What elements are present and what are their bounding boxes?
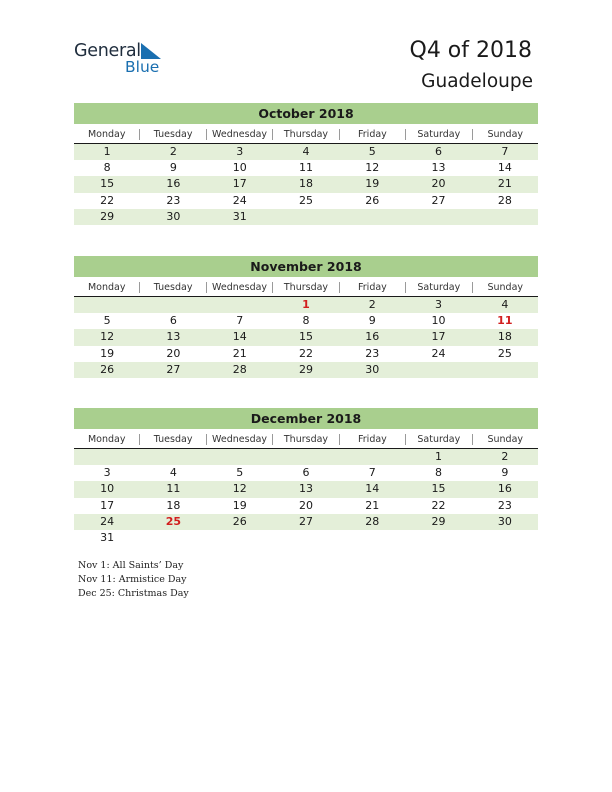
day-cell: 9	[501, 466, 509, 480]
day-cell: 23	[365, 346, 380, 360]
day-cell: 14	[497, 161, 512, 175]
day-cell: 21	[232, 346, 247, 360]
day-cell: 28	[497, 193, 512, 207]
day-cell: 31	[100, 530, 115, 544]
weekday-label: Monday	[87, 129, 126, 140]
day-cell: 18	[166, 498, 181, 512]
day-cell: 16	[497, 482, 512, 496]
day-cell	[207, 530, 273, 546]
week-row	[74, 144, 538, 160]
weekday-label: Tuesday	[153, 282, 193, 293]
day-cell: 26	[100, 362, 115, 376]
weekday-label: Friday	[358, 434, 387, 445]
day-cell: 24	[100, 514, 115, 528]
day-cell: 14	[232, 330, 247, 344]
page-subtitle-region: Guadeloupe	[421, 71, 533, 92]
month-title: October 2018	[74, 103, 538, 124]
week-row	[74, 530, 538, 546]
day-cell: 29	[431, 514, 446, 528]
day-cell: 10	[232, 161, 247, 175]
day-cell: 27	[298, 514, 313, 528]
day-cell: 21	[365, 498, 380, 512]
week-row	[74, 209, 538, 225]
day-cell: 6	[435, 145, 443, 158]
day-cell: 4	[501, 298, 509, 311]
holiday-note: Nov 1: All Saints’ Day	[78, 560, 184, 571]
day-cell: 13	[166, 330, 181, 344]
weekday-label: Tuesday	[153, 434, 193, 445]
day-cell: 14	[365, 482, 380, 496]
day-cell: 5	[368, 145, 376, 158]
day-cell: 17	[232, 177, 247, 191]
day-cell: 27	[166, 362, 181, 376]
day-cell	[472, 530, 538, 546]
weekday-label: Thursday	[283, 282, 329, 293]
weekday-label: Thursday	[283, 129, 329, 140]
day-cell: 6	[302, 466, 310, 480]
holiday-note: Dec 25: Christmas Day	[78, 588, 189, 599]
weekday-label: Wednesday	[212, 282, 268, 293]
week-row	[74, 313, 538, 329]
day-cell: 7	[501, 145, 509, 158]
day-cell: 19	[365, 177, 380, 191]
holiday-notes	[78, 559, 189, 601]
day-cell: 17	[431, 330, 446, 344]
day-cell: 15	[298, 330, 313, 344]
day-cell: 12	[100, 330, 115, 344]
day-cell: 15	[431, 482, 446, 496]
day-cell: 18	[497, 330, 512, 344]
day-cell: 29	[100, 209, 115, 223]
month-title: December 2018	[74, 408, 538, 429]
day-cell: 11	[166, 482, 181, 496]
day-cell: 20	[431, 177, 446, 191]
day-cell	[339, 209, 405, 225]
week-row	[74, 297, 538, 313]
day-cell: 7	[236, 314, 244, 328]
day-cell	[339, 449, 405, 465]
weekday-label: Friday	[358, 129, 387, 140]
day-cell: 4	[169, 466, 177, 480]
holiday-note: Nov 11: Armistice Day	[78, 574, 187, 585]
day-cell: 8	[435, 466, 443, 480]
week-row	[74, 160, 538, 176]
day-cell: 6	[169, 314, 177, 328]
day-cell: 22	[298, 346, 313, 360]
day-cell: 25	[298, 193, 313, 207]
day-cell: 15	[100, 177, 115, 191]
weekday-label: Monday	[87, 434, 126, 445]
day-cell: 13	[431, 161, 446, 175]
day-cell: 20	[298, 498, 313, 512]
holiday-day-cell: 11	[497, 314, 513, 328]
day-cell: 30	[497, 514, 512, 528]
day-cell: 19	[232, 498, 247, 512]
day-cell: 16	[365, 330, 380, 344]
day-cell	[472, 362, 538, 378]
day-cell	[140, 297, 206, 313]
day-cell	[207, 449, 273, 465]
month-calendar-november	[74, 256, 538, 378]
day-cell	[273, 449, 339, 465]
week-row	[74, 465, 538, 481]
day-cell: 3	[435, 298, 443, 311]
day-cell: 29	[298, 362, 313, 376]
day-cell: 8	[302, 314, 310, 328]
week-row	[74, 193, 538, 209]
weekday-header-row	[74, 279, 538, 297]
week-row	[74, 514, 538, 530]
weekday-label: Sunday	[487, 129, 524, 140]
weekday-label: Sunday	[487, 434, 524, 445]
day-cell: 5	[236, 466, 244, 480]
day-cell: 2	[368, 298, 376, 311]
day-cell	[405, 362, 471, 378]
logo-triangle-icon	[141, 43, 163, 59]
day-cell: 10	[100, 482, 115, 496]
week-row	[74, 346, 538, 362]
day-cell: 9	[368, 314, 376, 328]
weekday-label: Sunday	[487, 282, 524, 293]
day-cell: 26	[232, 514, 247, 528]
month-calendar-october	[74, 103, 538, 225]
day-cell: 5	[103, 314, 111, 328]
day-cell	[140, 449, 206, 465]
week-row	[74, 481, 538, 497]
day-cell	[273, 530, 339, 546]
day-cell: 2	[501, 450, 509, 463]
logo-general-text: General	[74, 41, 141, 61]
day-cell: 30	[365, 362, 380, 376]
day-cell	[74, 297, 140, 313]
day-cell	[405, 530, 471, 546]
page-title: Q4 of 2018	[409, 38, 532, 63]
day-cell: 23	[497, 498, 512, 512]
day-cell	[74, 449, 140, 465]
day-cell: 22	[431, 498, 446, 512]
day-cell	[140, 530, 206, 546]
day-cell: 1	[103, 145, 111, 158]
day-cell: 26	[365, 193, 380, 207]
day-cell: 18	[298, 177, 313, 191]
day-cell: 28	[365, 514, 380, 528]
day-cell: 20	[166, 346, 181, 360]
week-row	[74, 362, 538, 378]
day-cell: 28	[232, 362, 247, 376]
day-cell: 7	[368, 466, 376, 480]
day-cell: 25	[497, 346, 512, 360]
weekday-label: Tuesday	[153, 129, 193, 140]
day-cell: 10	[431, 314, 446, 328]
day-cell: 24	[431, 346, 446, 360]
weekday-label: Thursday	[283, 434, 329, 445]
day-cell: 31	[232, 209, 247, 223]
day-cell: 8	[103, 161, 111, 175]
day-cell: 17	[100, 498, 115, 512]
weekday-label: Monday	[87, 282, 126, 293]
day-cell: 16	[166, 177, 181, 191]
holiday-day-cell: 1	[302, 298, 310, 311]
day-cell: 4	[302, 145, 310, 158]
day-cell: 2	[169, 145, 177, 158]
weekday-label: Wednesday	[212, 129, 268, 140]
weekday-label: Saturday	[417, 434, 461, 445]
logo-blue-text: Blue	[125, 58, 160, 76]
weekday-label: Saturday	[417, 282, 461, 293]
week-row	[74, 449, 538, 465]
day-cell: 30	[166, 209, 181, 223]
weekday-label: Friday	[358, 282, 387, 293]
weekday-header-row	[74, 431, 538, 449]
day-cell	[207, 297, 273, 313]
day-cell: 23	[166, 193, 181, 207]
day-cell: 19	[100, 346, 115, 360]
day-cell: 21	[497, 177, 512, 191]
weekday-label: Saturday	[417, 129, 461, 140]
day-cell: 22	[100, 193, 115, 207]
holiday-day-cell: 25	[165, 514, 182, 528]
day-cell	[405, 209, 471, 225]
day-cell: 1	[435, 450, 443, 463]
day-cell: 9	[169, 161, 177, 175]
week-row	[74, 176, 538, 192]
week-row	[74, 498, 538, 514]
day-cell	[472, 209, 538, 225]
weekday-label: Wednesday	[212, 434, 268, 445]
day-cell: 12	[365, 161, 380, 175]
day-cell: 24	[232, 193, 247, 207]
day-cell	[273, 209, 339, 225]
day-cell: 11	[298, 161, 313, 175]
month-calendar-december	[74, 408, 538, 546]
day-cell	[339, 530, 405, 546]
weekday-header-row	[74, 126, 538, 144]
month-title: November 2018	[74, 256, 538, 277]
day-cell: 3	[236, 145, 244, 158]
day-cell: 3	[103, 466, 111, 480]
day-cell: 12	[232, 482, 247, 496]
day-cell: 27	[431, 193, 446, 207]
week-row	[74, 329, 538, 345]
day-cell: 13	[298, 482, 313, 496]
